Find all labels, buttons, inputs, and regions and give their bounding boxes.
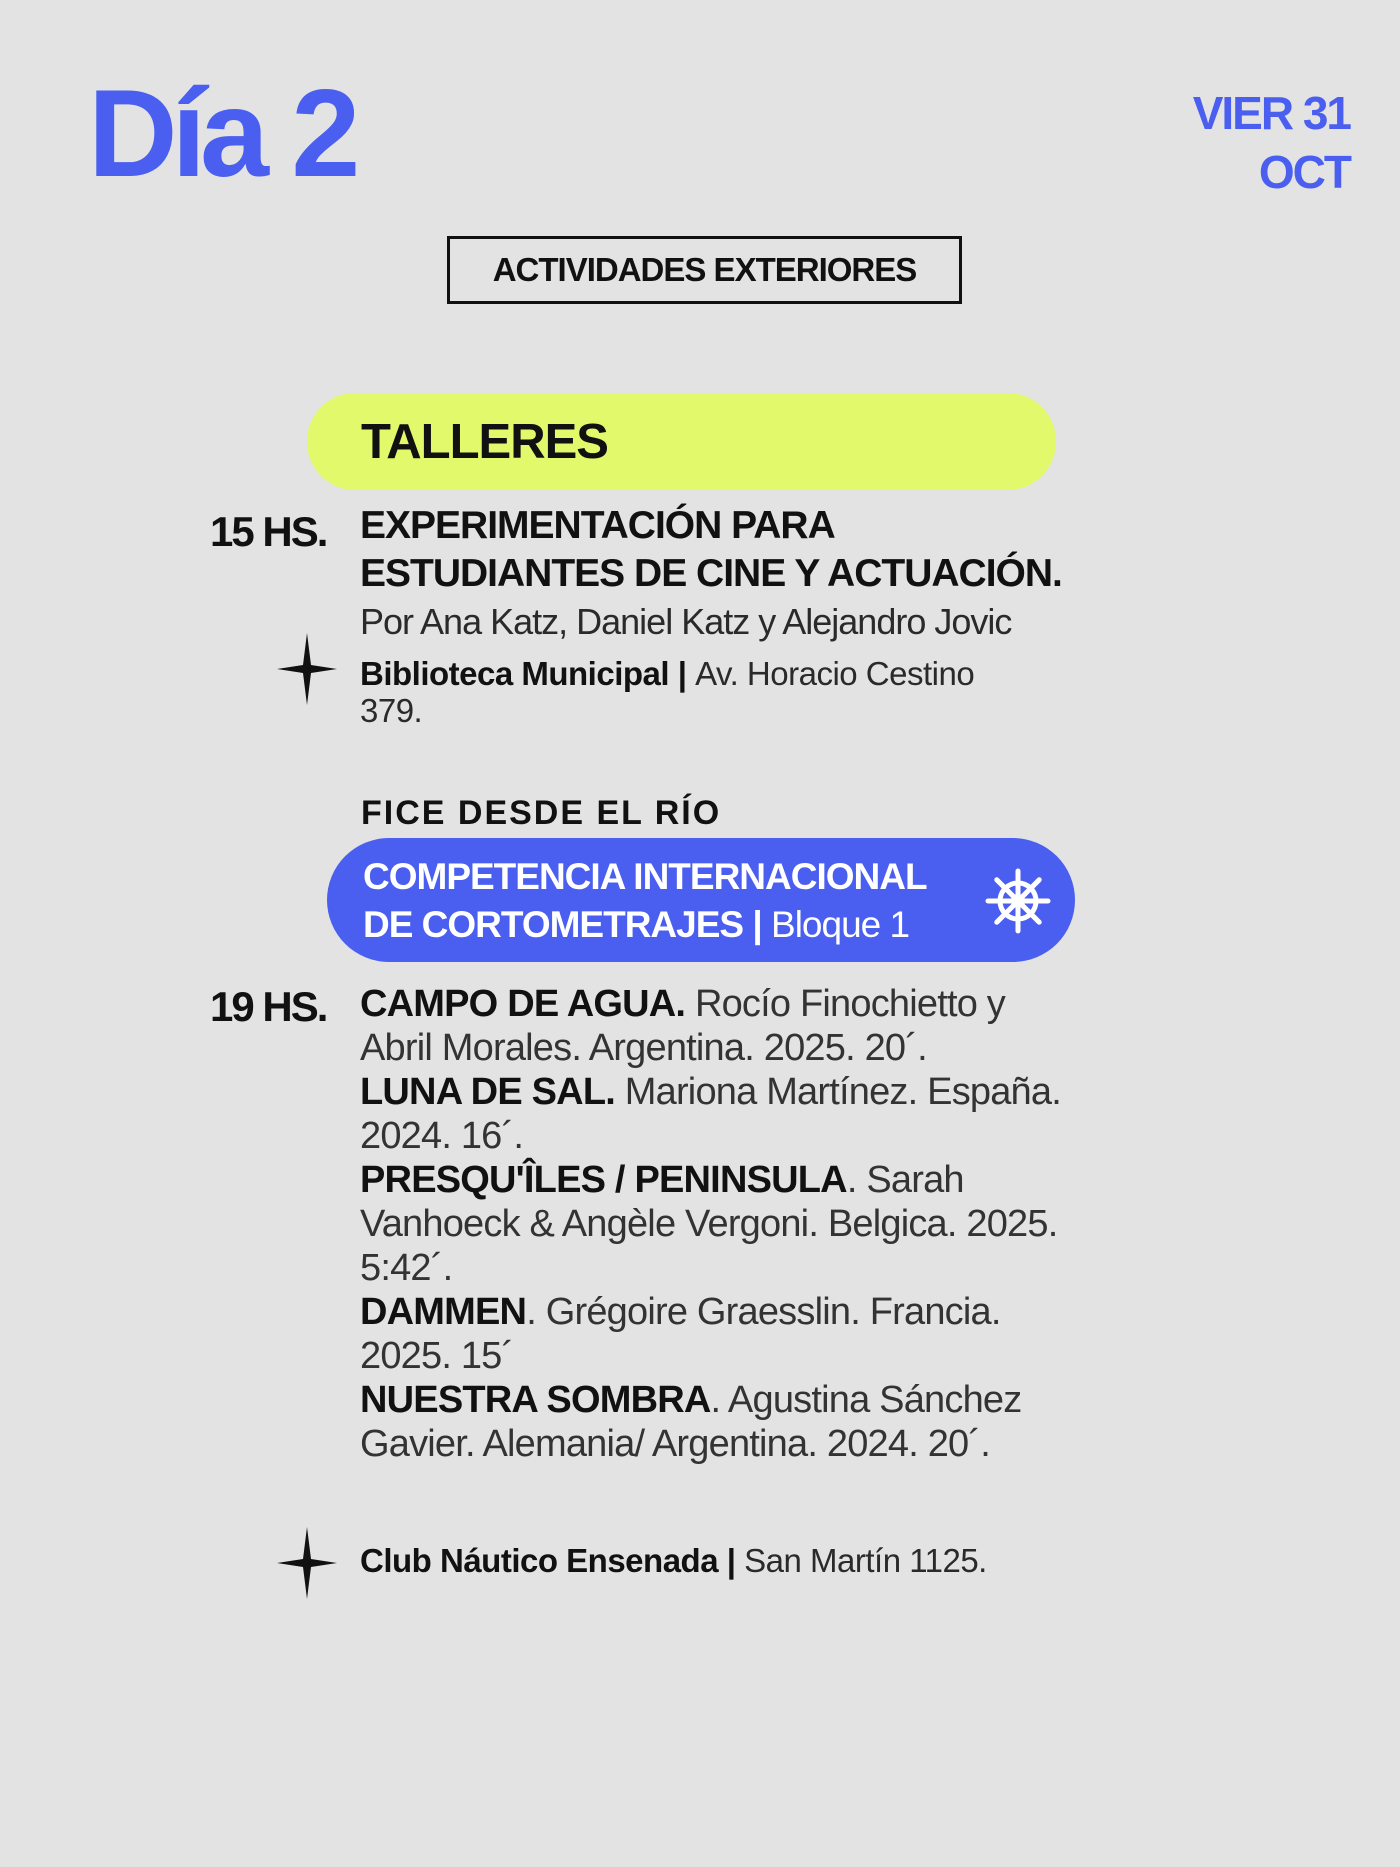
film-title: LUNA DE SAL. xyxy=(360,1071,615,1113)
fice-venue xyxy=(360,1542,1120,1579)
date-weekday-line: VIER 31 xyxy=(1192,87,1350,139)
film-title: DAMMEN xyxy=(360,1291,527,1333)
film-details: Rocío Finochietto y Abril Morales. Argentina. 2025. 20´. xyxy=(360,983,1006,1069)
film-details: . Grégoire Graesslin. Francia. 2025. 15´ xyxy=(360,1291,1001,1377)
talleres-credits: Por Ana Katz, Daniel Katz y Alejandro Jovic xyxy=(360,601,1012,642)
fice-venue-name: Club Náutico Ensenada xyxy=(360,1542,719,1579)
talleres-title-line1: EXPERIMENTACIÓN PARA xyxy=(360,504,835,547)
talleres-venue xyxy=(360,655,1080,729)
competition-title-main: DE CORTOMETRAJES xyxy=(363,904,744,945)
talleres-time: 15 HS. xyxy=(210,508,327,555)
film-title: CAMPO DE AGUA. xyxy=(360,983,686,1025)
film-list xyxy=(360,982,1080,1466)
talleres-event xyxy=(360,502,1140,646)
venue-separator: | xyxy=(669,655,696,692)
fice-venue-address: San Martín 1125. xyxy=(744,1542,987,1579)
talleres-venue-name: Biblioteca Municipal xyxy=(360,655,670,692)
film-entry xyxy=(360,1158,1080,1290)
talleres-pill: TALLERES xyxy=(307,393,1056,490)
film-entry xyxy=(360,1070,1080,1158)
talleres-venue-address: Av. Horacio Cestino xyxy=(695,655,975,692)
film-title: PRESQU'ÎLES / PENINSULA xyxy=(360,1159,847,1201)
section-label: ACTIVIDADES EXTERIORES xyxy=(447,236,962,304)
competition-pill xyxy=(327,838,1075,962)
ship-wheel-icon xyxy=(985,868,1051,934)
fice-heading: FICE DESDE EL RÍO xyxy=(361,794,722,832)
venue-separator: | xyxy=(718,1542,745,1579)
competition-block: Bloque 1 xyxy=(771,904,910,945)
film-entry xyxy=(360,1290,1080,1378)
competition-title-line2 xyxy=(363,904,909,946)
film-title: NUESTRA SOMBRA xyxy=(360,1379,711,1421)
film-entry xyxy=(360,982,1080,1070)
competition-separator: | xyxy=(743,904,772,945)
film-entry xyxy=(360,1378,1080,1466)
talleres-venue-address-line2: 379. xyxy=(360,692,423,729)
four-point-star-icon xyxy=(277,633,337,705)
four-point-star-icon xyxy=(277,1527,337,1599)
day-title: Día 2 xyxy=(88,65,355,203)
talleres-venue-line1 xyxy=(360,655,1080,692)
date-month-line: OCT xyxy=(1258,146,1350,198)
film-details: . Agustina Sánchez Gavier. Alemania/ Argentina. 2024. 20´. xyxy=(360,1379,1022,1465)
talleres-title-line2: ESTUDIANTES DE CINE Y ACTUACIÓN. xyxy=(360,552,1062,595)
date-label xyxy=(1193,84,1350,202)
fice-time: 19 HS. xyxy=(210,983,327,1030)
film-details: Mariona Martínez. España. 2024. 16´. xyxy=(360,1071,1061,1157)
competition-title-line1: COMPETENCIA INTERNACIONAL xyxy=(363,856,927,897)
film-details: . Sarah Vanhoeck & Angèle Vergoni. Belgica. 2025. 5:42´. xyxy=(360,1159,1058,1289)
